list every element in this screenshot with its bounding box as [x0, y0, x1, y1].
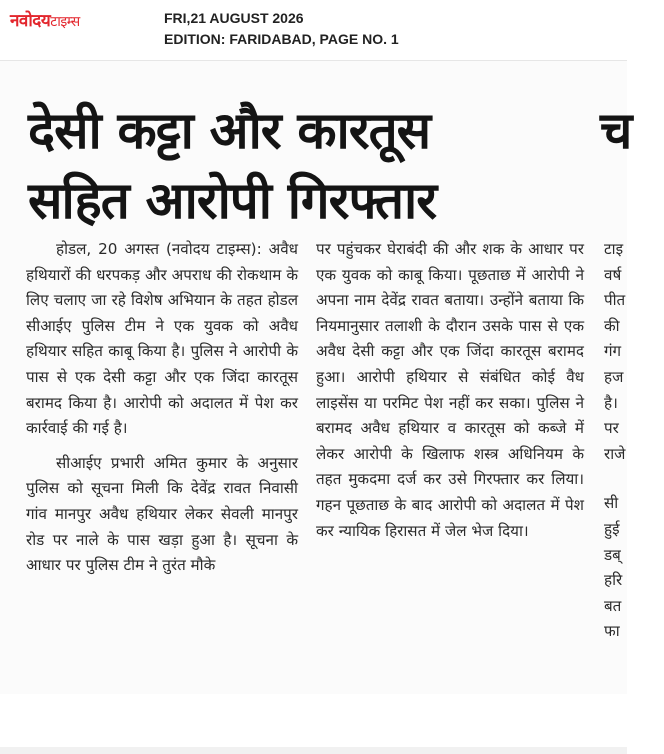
adjacent-article-column: [604, 237, 664, 645]
adjacent-line: पीत: [604, 291, 626, 310]
adjacent-line: की: [604, 316, 620, 335]
adjacent-headline-fragment: च: [600, 102, 633, 161]
adjacent-line: फा: [604, 622, 620, 641]
article-paragraph: पर पहुंचकर घेराबंदी की और शक के आधार पर एक युवक को काबू किया। पूछताछ में आरोपी ने अपना नाम देवेंद्र रावत बताया। उन्होंने बताया कि नियमानुसार तलाशी के दौरान उसके पास से एक अवैध देसी कट्टा और एक जिंदा कारतूस बरामद हुआ। आरोपी हथियार से संबंधित कोई वैध लाइसेंस या परमिट पेश नहीं कर सका। पुलिस ने बरामद अवैध हथियार व कारतूस को कब्जे में लेकर आरोपी के खिलाफ शस्त्र अधिनियम के तहत मुकदमा दर्ज कर उसे गिरफ्तार कर लिया। गहन पूछताछ के बाद आरोपी को अदालत में पेश कर न्यायिक हिरासत में जेल भेज दिया।: [316, 240, 584, 540]
adjacent-line: हज: [604, 367, 624, 386]
adjacent-line: पर: [604, 419, 619, 438]
adjacent-line: बत: [604, 596, 622, 615]
adjacent-line: राजे: [604, 444, 626, 463]
headline-line-1: देसी कट्टा और कारतूस: [28, 102, 431, 161]
date-line: FRI,21 AUGUST 2026: [164, 10, 304, 26]
adjacent-line: टाइ: [604, 240, 624, 258]
adjacent-line: हरि: [604, 571, 623, 590]
headline-line-2: सहित आरोपी गिरफ्तार: [28, 172, 437, 231]
article-paragraph: होडल, 20 अगस्त (नवोदय टाइम्स): अवैध हथियारों की धरपकड़ और अपराध की रोकथाम के लिए चलाए जा रहे विशेष अभियान के तहत होडल सीआईए पुलिस टीम ने एक युवक को अवैध हथियार सहित काबू किया है। पुलिस ने आरोपी के पास से एक देसी कट्टा और एक जिंदा कारतूस बरामद किया है। आरोपी को अदालत में पेश कर कार्रवाई की गई है।: [26, 240, 298, 438]
article-column-2: [316, 237, 584, 544]
newspaper-page: [0, 60, 633, 694]
logo-main: नवोदय: [10, 11, 51, 31]
masthead: [0, 0, 627, 60]
adjacent-line: गंग: [604, 342, 622, 361]
adjacent-line: है।: [604, 393, 618, 412]
page-bottom-edge: [0, 747, 627, 754]
edition-info: [164, 8, 399, 50]
logo-sub: टाइम्स: [50, 14, 80, 30]
adjacent-line: वर्ष: [604, 265, 622, 284]
paragraph-gap: [604, 467, 664, 491]
article-column-1: [26, 237, 298, 579]
article-paragraph: सीआईए प्रभारी अमित कुमार के अनुसार पुलिस को सूचना मिली कि देवेंद्र रावत निवासी गांव मानपुर अवैध हथियार लेकर सेवली मानपुर रोड पर नाले के पास खड़ा हुआ है। सूचना के आधार पर पुलिस टीम ने तुरंत मौके: [26, 453, 298, 575]
adjacent-line: डब्: [604, 545, 621, 564]
adjacent-line: सी: [604, 494, 619, 513]
newspaper-logo: [10, 8, 80, 31]
adjacent-line: हुई: [604, 519, 620, 538]
article-headline: [28, 97, 588, 237]
edition-line: EDITION: FARIDABAD, PAGE NO. 1: [164, 31, 399, 47]
